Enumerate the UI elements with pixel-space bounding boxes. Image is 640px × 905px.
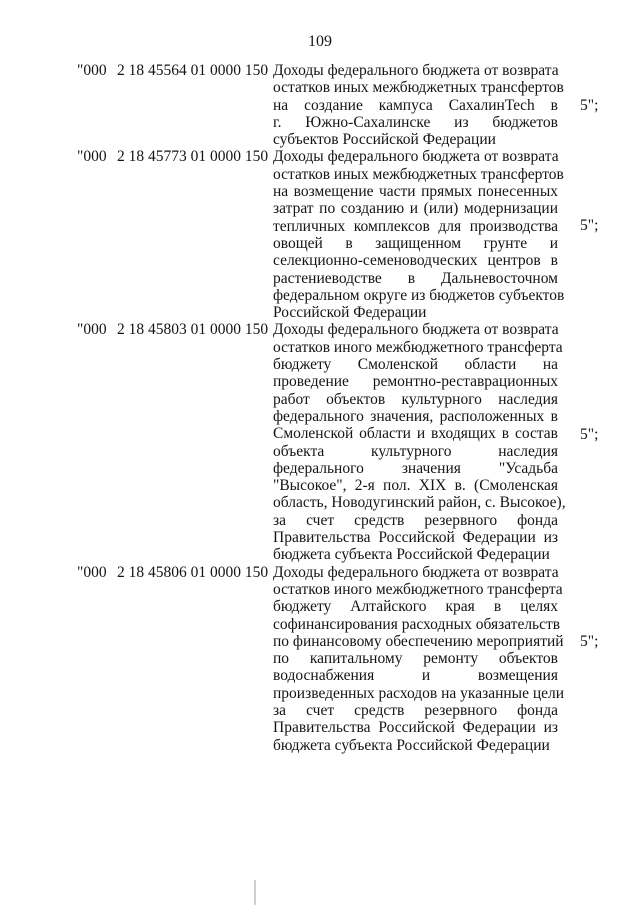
scan-edge-line (254, 880, 256, 905)
classification-table (0, 62, 640, 754)
name-line: бюджету Смоленской области на (273, 356, 558, 374)
name-line: тепличных комплексов для производства (273, 217, 558, 235)
name-line: Смоленской области и входящих в состав (273, 425, 558, 443)
name-line: Доходы федерального бюджета от возврата (273, 62, 559, 79)
admin-code: "000 (77, 62, 107, 79)
norm-value: 5"; (580, 632, 599, 650)
name-line: "Высокое", 2-я пол. XIX в. (Смоленская (273, 477, 558, 495)
name-line: остатков иных межбюджетных трансфертов (273, 165, 564, 183)
admin-code: "000 (77, 148, 107, 166)
name-line: федерального значения "Усадьба (273, 459, 558, 477)
revenue-name (273, 62, 564, 149)
name-line: бюджета субъекта Российской Федерации (273, 546, 550, 564)
name-line: объекта культурного наследия (273, 442, 558, 460)
table-row (0, 321, 640, 563)
kbk-code: 2 18 45806 01 0000 150 (117, 563, 269, 581)
name-line: остатков иного межбюджетного трансферта (273, 580, 563, 598)
norm-value: 5"; (580, 217, 599, 235)
name-line: на создание кампуса СахалинTech в (273, 96, 558, 114)
name-line: работ объектов культурного наследия (273, 390, 558, 408)
name-line: остатков иных межбюджетных трансфертов (273, 79, 564, 97)
name-line: Доходы федерального бюджета от возврата (273, 321, 559, 339)
name-line: субъектов Российской Федерации (273, 131, 496, 149)
name-line: селекционно-семеноводческих центров в (273, 252, 558, 270)
admin-code: "000 (77, 563, 107, 581)
name-line: по финансовому обеспечению мероприятий (273, 632, 564, 650)
name-line: овощей в защищенном грунте и (273, 234, 558, 252)
kbk-code: 2 18 45803 01 0000 150 (117, 321, 269, 339)
name-line: водоснабжения и возмещения (273, 667, 558, 685)
name-line: по капитальному ремонту объектов (273, 650, 558, 668)
name-line: произведенных расходов на указанные цели (273, 684, 565, 702)
name-line: растениеводстве в Дальневосточном (273, 269, 558, 287)
table-row (0, 148, 640, 321)
revenue-name (273, 148, 565, 322)
name-line: федерального значения, расположенных в (273, 407, 558, 425)
kbk-code: 2 18 45564 01 0000 150 (117, 62, 269, 79)
name-line: Правительства Российской Федерации из (273, 529, 558, 547)
norm-value: 5"; (580, 97, 599, 114)
table-row (0, 564, 640, 754)
name-line: Российской Федерации (273, 304, 427, 322)
name-line: остатков иного межбюджетного трансферта (273, 338, 563, 356)
name-line: бюджету Алтайского края в целях (273, 598, 558, 616)
name-line: область, Новодугинский район, с. Высокое), (273, 494, 566, 512)
name-line: софинансирования расходных обязательств (273, 615, 561, 633)
name-line: за счет средств резервного фонда (273, 701, 558, 719)
kbk-code: 2 18 45773 01 0000 150 (117, 148, 269, 166)
name-line: затрат по созданию и (или) модернизации (273, 200, 558, 218)
name-line: г. Южно-Сахалинске из бюджетов (273, 113, 558, 131)
norm-value: 5"; (580, 426, 599, 444)
name-line: федеральном округе из бюджетов субъектов (273, 286, 565, 304)
name-line: на возмещение части прямых понесенных (273, 183, 558, 201)
table-row (0, 62, 640, 148)
name-line: Правительства Российской Федерации из (273, 719, 558, 737)
revenue-name (273, 563, 565, 754)
name-line: Доходы федерального бюджета от возврата (273, 563, 559, 581)
name-line: Доходы федерального бюджета от возврата (273, 148, 559, 166)
page-number: 109 (308, 33, 332, 50)
name-line: за счет средств резервного фонда (273, 511, 558, 529)
admin-code: "000 (77, 321, 107, 339)
revenue-name (273, 321, 566, 564)
name-line: проведение ремонтно-реставрационных (273, 373, 558, 391)
name-line: бюджета субъекта Российской Федерации (273, 736, 550, 754)
